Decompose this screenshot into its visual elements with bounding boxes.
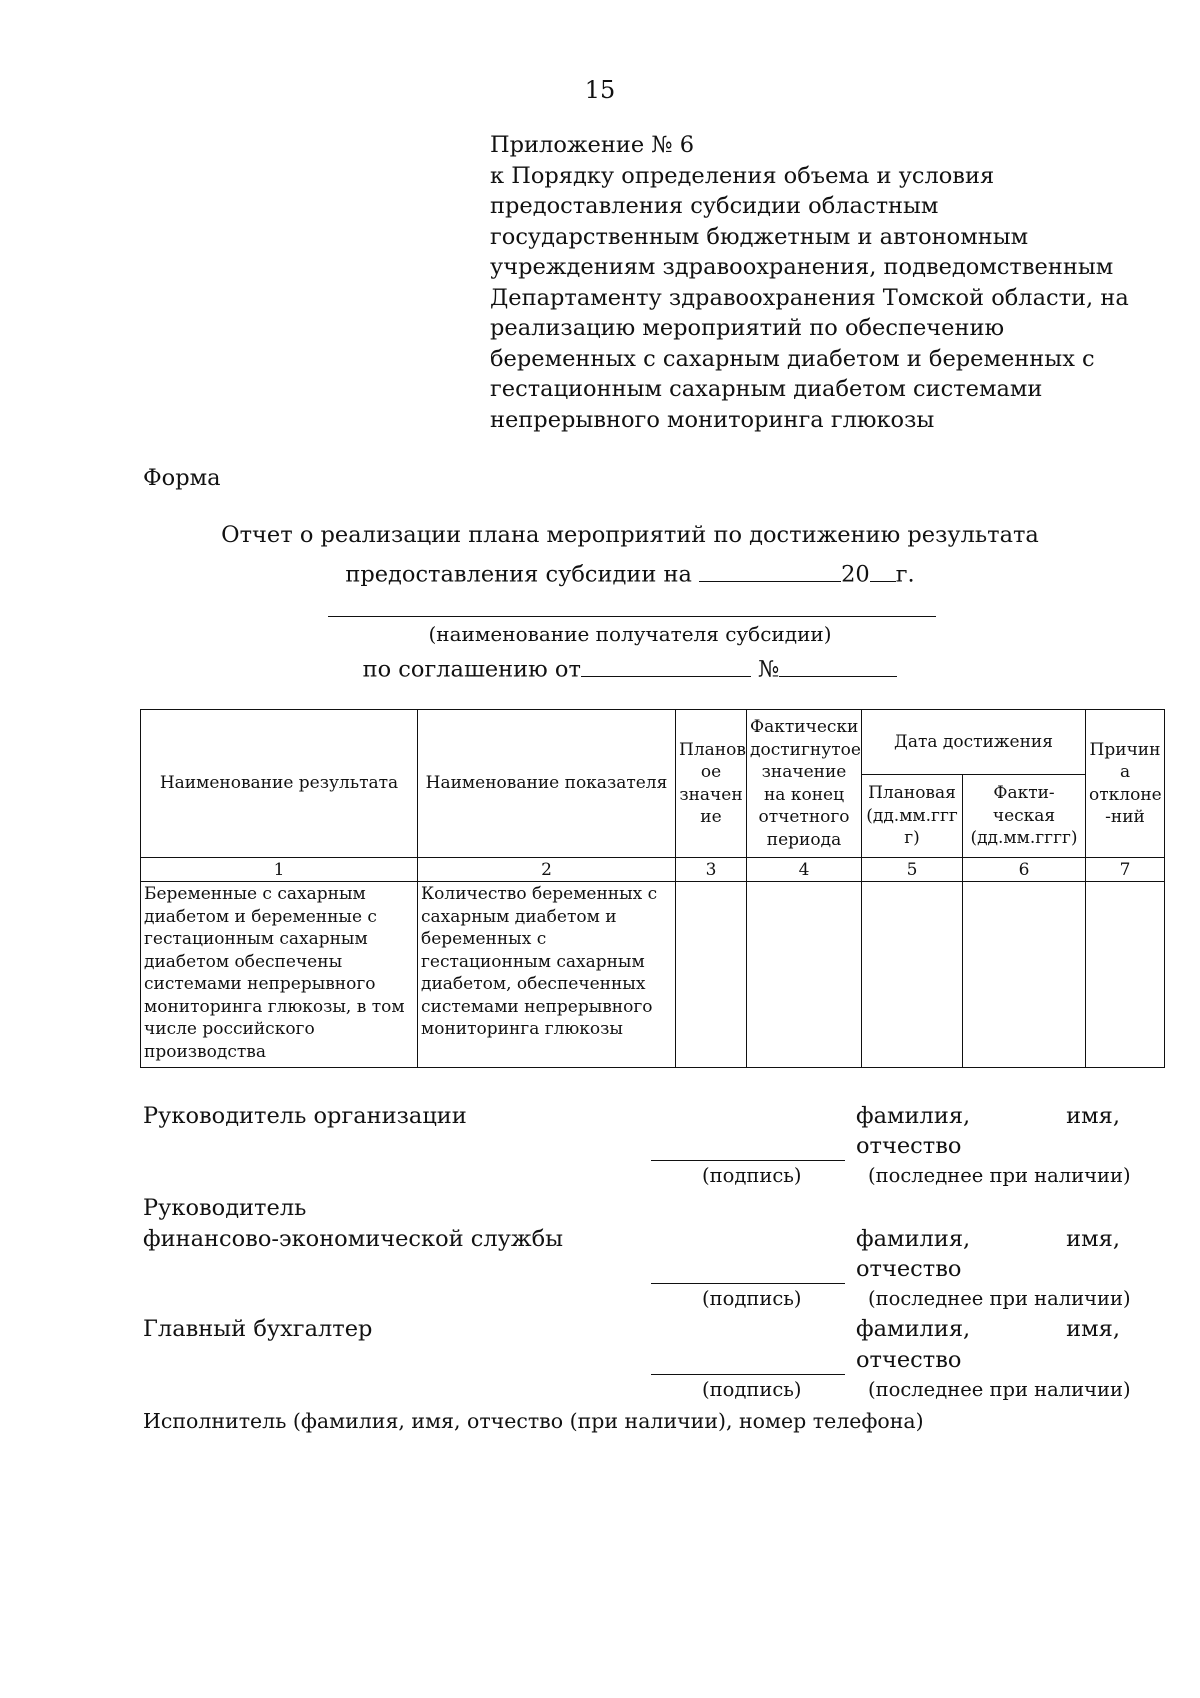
fio-word: отчество [856,1133,962,1159]
indicator-cell: Количество беременных с сахарным диабетом и беременных с гестационным сахарным диабетом, обеспеченных системами непрерывного мониторинга глюкозы [418,882,676,1068]
fio-word: отчество [856,1347,962,1373]
fio-word: отчество [856,1256,962,1282]
signature-line [651,1283,845,1284]
header-planned-value: Планов ое значен ие [676,710,747,858]
agreement-line [0,652,1200,683]
column-number: 3 [676,858,747,882]
result-cell: Беременные с сахарным диабетом и беременные с гестационным сахарным диабетом обеспечены системами непрерывного мониторинга глюкозы, в том числе российского производства [141,882,418,1068]
fio-word: имя, [1066,1103,1120,1129]
column-number: 2 [418,858,676,882]
finance-title-line1: Руководитель [143,1195,307,1221]
appendix-header [490,130,1130,435]
appendix-line: беременных с сахарным диабетом и беременных с [490,345,1095,372]
appendix-line: учреждениям здравоохранения, подведомственным [490,254,1114,280]
appendix-line: предоставления субсидии областным [490,193,939,219]
header-deviation-reason: Причин а отклоне -ний [1086,710,1165,858]
year-suffix: г. [895,561,915,588]
report-title-line1: Отчет о реализации плана мероприятий по достижению результата [221,522,1039,548]
actual-value-cell[interactable] [747,882,862,1068]
fio-word: фамилия, [856,1316,971,1342]
year-blank [870,557,896,582]
header-actual-date: Факти- ческая (дд.мм.гггг) [963,775,1086,858]
report-table [140,709,1165,1068]
header-planned-date: Плановая (дд.мм.ггг г) [862,775,963,858]
form-label: Форма [143,465,221,491]
appendix-line: Департаменту здравоохранения Томской области, на [490,284,1129,311]
recipient-name-line [328,616,936,617]
signature-line [651,1374,845,1375]
period-blank [699,557,841,582]
head-fio [856,1103,1120,1129]
header-date-group: Дата достижения [862,710,1086,775]
column-number: 5 [862,858,963,882]
appendix-line: Приложение № 6 [490,132,695,158]
page-number: 15 [584,76,616,104]
agreement-date-blank [581,652,751,677]
number-sign: № [758,656,780,683]
planned-date-cell[interactable] [862,882,963,1068]
signature-caption: (подпись) [702,1287,802,1310]
appendix-line: государственным бюджетным и автономным [490,223,1029,250]
signature-caption: (подпись) [702,1164,802,1187]
appendix-line: непрерывного мониторинга глюкозы [490,406,935,433]
head-title: Руководитель организации [143,1103,467,1129]
table-row [141,882,1165,1068]
header-indicator: Наименование показателя [418,710,676,858]
fio-word: фамилия, [856,1226,971,1252]
year-prefix: 20 [841,561,870,588]
fio-caption: (последнее при наличии) [868,1378,1131,1401]
signature-caption: (подпись) [702,1378,802,1401]
accountant-title: Главный бухгалтер [143,1316,373,1342]
agreement-prefix: по соглашению от [362,656,581,683]
report-title-line2 [0,557,1200,588]
column-number: 1 [141,858,418,882]
appendix-line: гестационным сахарным диабетом системами [490,376,1043,402]
agreement-number-blank [779,652,897,677]
fio-caption: (последнее при наличии) [868,1287,1131,1310]
appendix-line: реализацию мероприятий по обеспечению [490,315,1005,341]
fio-word: имя, [1066,1316,1120,1342]
title-prefix: предоставления субсидии на [345,561,692,588]
column-number: 6 [963,858,1086,882]
finance-fio [856,1226,1120,1252]
actual-date-cell[interactable] [963,882,1086,1068]
appendix-line: к Порядку определения объема и условия [490,162,995,189]
header-result: Наименование результата [141,710,418,858]
fio-word: фамилия, [856,1103,971,1129]
accountant-fio [856,1316,1120,1342]
fio-caption: (последнее при наличии) [868,1164,1131,1187]
column-number: 4 [747,858,862,882]
deviation-reason-cell[interactable] [1086,882,1165,1068]
signature-line [651,1160,845,1161]
fio-word: имя, [1066,1226,1120,1252]
column-number: 7 [1086,858,1165,882]
planned-value-cell[interactable] [676,882,747,1068]
header-actual-value: Фактически достигнутое значение на конец отчетного периода [747,710,862,858]
finance-title-line2: финансово-экономической службы [143,1226,564,1252]
executor-line: Исполнитель (фамилия, имя, отчество (при наличии), номер телефона) [143,1409,924,1433]
recipient-caption: (наименование получателя субсидии) [428,622,832,646]
